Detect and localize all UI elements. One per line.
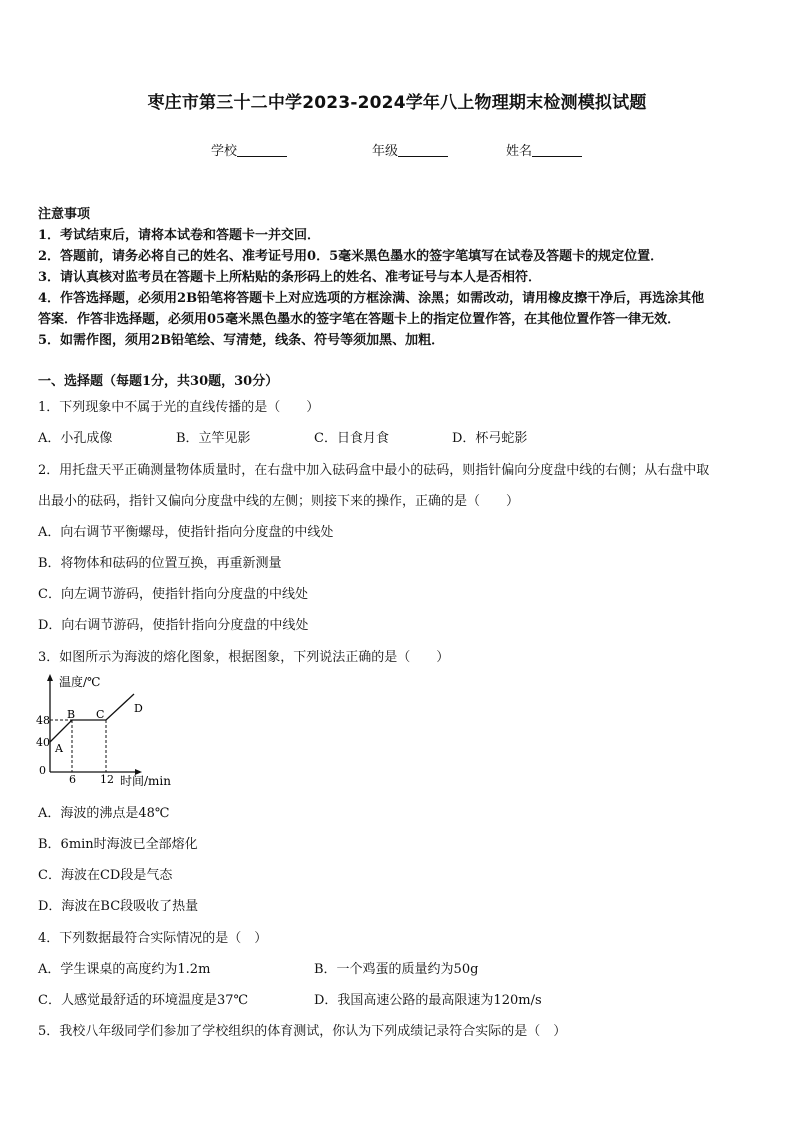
ytick-0: 0 bbox=[39, 764, 46, 777]
point-a-label: A bbox=[55, 742, 63, 755]
q1-stem: 1．下列现象中不属于光的直线传播的是（ ） bbox=[38, 400, 320, 415]
notice-item: 1．考试结束后，请将本试卷和答题卡一并交回． bbox=[38, 228, 321, 243]
name-blank bbox=[532, 144, 582, 157]
name-field bbox=[506, 140, 582, 159]
xtick-6: 6 bbox=[69, 773, 76, 786]
q3-option-a: A．海波的沸点是48℃ bbox=[38, 806, 170, 821]
melting-curve bbox=[50, 694, 134, 742]
ytick-40: 40 bbox=[36, 736, 50, 749]
q4-option-c: C．人感觉最舒适的环境温度是37℃ bbox=[38, 993, 249, 1008]
y-axis-label: 温度/℃ bbox=[59, 675, 101, 689]
notice-heading: 注意事项 bbox=[38, 207, 91, 222]
page-title: 枣庄市第三十二中学2023-2024学年八上物理期末检测模拟试题 bbox=[147, 93, 647, 113]
notice-item: 5．如需作图，须用2B铅笔绘、写清楚，线条、符号等须加黑、加粗． bbox=[38, 333, 445, 348]
xtick-12: 12 bbox=[100, 773, 114, 786]
q4-stem: 4．下列数据最符合实际情况的是（ ） bbox=[38, 931, 268, 946]
q2-option-d: D．向右调节游码，使指针指向分度盘的中线处 bbox=[38, 618, 309, 633]
q2-option-c: C．向左调节游码，使指针指向分度盘的中线处 bbox=[38, 587, 308, 602]
q3-option-c: C．海波在CD段是气态 bbox=[38, 868, 173, 883]
y-axis-arrow bbox=[47, 674, 53, 681]
notice-item: 4．作答选择题，必须用2B铅笔将答题卡上对应选项的方框涂满、涂黑；如需改动，请用橡皮擦干净后，再选涂其他 bbox=[38, 291, 705, 306]
grade-label: 年级 bbox=[372, 144, 399, 159]
q1-option-a: A．小孔成像 bbox=[38, 431, 113, 446]
notice-item: 答案．作答非选择题，必须用05毫米黑色墨水的签字笔在答题卡上的指定位置作答，在其他位置作答一律无效． bbox=[38, 312, 681, 327]
x-axis-label: 时间/min bbox=[120, 774, 171, 788]
school-field bbox=[211, 140, 287, 159]
q1-option-d: D．杯弓蛇影 bbox=[452, 431, 528, 446]
grade-blank bbox=[398, 144, 448, 157]
q5-stem: 5．我校八年级同学们参加了学校组织的体育测试，你认为下列成绩记录符合实际的是（ ） bbox=[38, 1024, 567, 1039]
q2-option-b: B．将物体和砝码的位置互换，再重新测量 bbox=[38, 556, 282, 571]
section-heading: 一、选择题（每题1分，共30题，30分） bbox=[38, 374, 279, 389]
point-b-label: B bbox=[67, 708, 76, 721]
q1-option-b: B．立竿见影 bbox=[176, 431, 251, 446]
school-blank bbox=[237, 144, 287, 157]
q4-option-a: A．学生课桌的高度约为1.2m bbox=[38, 962, 211, 977]
q3-stem: 3．如图所示为海波的熔化图象，根据图象，下列说法正确的是（ ） bbox=[38, 650, 450, 665]
q2-option-a: A．向右调节平衡螺母，使指针指向分度盘的中线处 bbox=[38, 525, 334, 540]
q2-stem-line2: 出最小的砝码，指针又偏向分度盘中线的左侧；则接下来的操作，正确的是（ ） bbox=[38, 494, 520, 509]
q1-option-c: C．日食月食 bbox=[314, 431, 389, 446]
q4-option-b: B．一个鸡蛋的质量约为50g bbox=[314, 962, 479, 977]
q3-option-d: D．海波在BC段吸收了热量 bbox=[38, 899, 199, 914]
notice-item: 3．请认真核对监考员在答题卡上所粘贴的条形码上的姓名、准考证号与本人是否相符． bbox=[38, 270, 542, 285]
q3-option-b: B．6min时海波已全部熔化 bbox=[38, 837, 198, 852]
school-label: 学校 bbox=[211, 144, 238, 159]
q2-stem-line1: 2．用托盘天平正确测量物体质量时，在右盘中加入砝码盒中最小的砝码，则指针偏向分度盘中线的右侧；从右盘中取 bbox=[38, 463, 710, 478]
point-d-label: D bbox=[134, 702, 143, 715]
ytick-48: 48 bbox=[36, 714, 50, 727]
q4-option-d: D．我国高速公路的最高限速为120m/s bbox=[314, 993, 542, 1008]
notice-item: 2．答题前，请务必将自己的姓名、准考证号用0．5毫米黑色墨水的签字笔填写在试卷及答题卡的规定位置． bbox=[38, 249, 664, 264]
melting-graph bbox=[34, 672, 184, 792]
point-c-label: C bbox=[96, 708, 105, 721]
grade-field bbox=[372, 140, 448, 159]
name-label: 姓名 bbox=[506, 144, 533, 159]
